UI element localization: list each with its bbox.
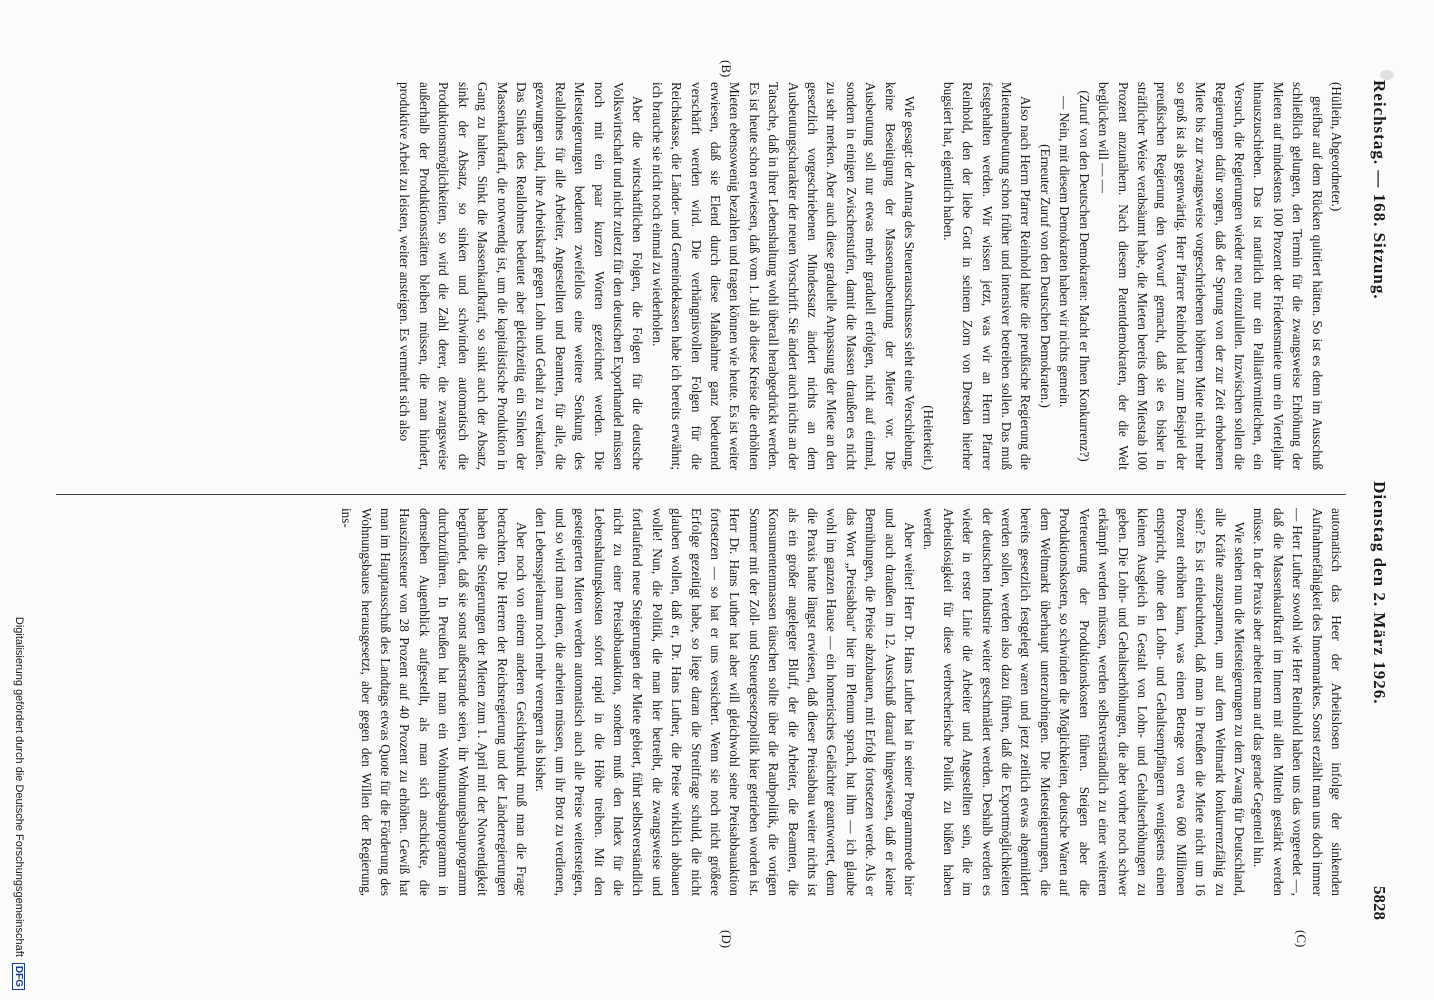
margin-marker-b: (B) <box>719 60 734 78</box>
paragraph: Wie gesagt: der Antrag des Steuerausschusses sieht eine Verschiebung, keine Beseitigung der Massenausbeutung der Mieter vor. Die Ausbeutung soll nur etwas mehr graduell erfolgen, nicht auf einmal, sondern in einigen Zwischenstufen, damit die Massen draußen es nicht zu sehr merken. Aber auch diese graduelle Anpassung der Miete an den gesetzlich vorgeschriebenen Mindestsatz ändert nichts an dem Ausbeutungscharakter der neuen Vorschrift. Sie ändert auch nichts an der Tatsache, daß in ihrer Lebenshaltung wohl überall herabgedrückt werden. Es ist heute schon erwiesen, daß vom 1. Juli ab diese Kreise die erhöhten Mieten ebensowenig bezahlen und tragen können wie heute. Es ist weiter erwiesen, daß sie Elend durch diese Maßnahme ganz bedeutend verschärft werden wird. Die verhängnisvollen Folgen für die Reichskasse, die Länder- und Gemeindekassen habe ich bereits erwähnt; ich brauche sie nicht noch einmal zu wiederholen. <box>649 82 918 470</box>
paragraph: Aber die wirtschaftlichen Folgen, die Folgen für die deutsche Volkswirtschaft und nicht zuletzt für den deutschen Exporthandel müssen noch mit ein paar kurzen Worten gezeichnet werden. Die Mietsteigerungen bedeuten zweifellos eine weitere Senkung des Reallohnes für alle Arbeiter, Angestellten und Beamten, für alle, die gezwungen sind, ihre Arbeitskraft gegen Lohn und Gehalt zu verkaufen. Das Sinken des Reallohnes bedeutet aber gleichzeitig ein Sinken der Massenkaufkraft, die notwendig ist, um die kapitalistische Produktion in Gang zu halten. Sinkt die Massenkaufkraft, so sinkt auch der Absatz, sinkt der Absatz, so sinken und schwinden automatisch die Produktionsmöglichkeiten, so wird die Zahl derer, die zwangsweise außerhalb der Produktionsstätten bleiben müssen, die man hindert, produktive Arbeit zu leisten, weiter ansteigen. Es vermehrt sich also <box>397 82 646 470</box>
credit-text: Digitalisierung gefördert durch die Deutsche Forschungsgemeinschaft <box>13 616 25 957</box>
interjection: (Heiterkeit.) <box>921 405 937 470</box>
page-stain <box>1380 70 1394 80</box>
left-column <box>56 82 1346 470</box>
interjection: (Erneuter Zuruf von den Deutschen Demokraten.) <box>1037 144 1053 408</box>
page-header <box>1364 80 1394 920</box>
digitization-credit <box>4 0 34 1000</box>
paragraph: Also nach Herrn Pfarrer Reinhold hätte die preußische Regierung die Mietenanbeutung schon früher und intensiver betreiben sollen. Das muß festgehalten werden. Wir wissen jetzt, was wir an Herrn Pfarrer Reinhold, den der liebe Gott in seinem Zorn von Dresden hierher bugsiert hat, eigentlich haben. <box>940 82 1034 470</box>
paragraph: Aber weiter! Herr Dr. Hans Luther hat in seiner Programmrede hier und auch draußen im 12. Ausschuß darauf hingewiesen, daß er keine Bemühungen, die Preise abzubauen, mit Erfolg fortsetzen werde. Als er das Wort „Preisabbau“ hier im Plenum sprach, hat ihm — ich glaube wohl im ganzen Hause — ein homerisches Gelächter geantwortet, denn die Praxis hatte längst erwiesen, daß dieser Preisabbau weiter nichts ist als ein großer angelegter Bluff, der die Arbeiter, die Beamten, die Konsumentenmassen täuschen sollte über die Raubpolitik, die vorigen Sommer mit der Zoll- und Steuergesetzpolitik hier getrieben worden ist. Herr Dr. Hans Luther hat aber will gleichwohl seine Preisabbauaktion fortsetzen — so hat er uns versichert. Wenn sie noch nicht größere Erfolge gezeitigt habe, so liege daran die Streitfrage schuld, die nicht glauben wollen, daß er, Dr. Hans Luther, die Preise wirklich abbauen wolle! Nun, die Politik, die man hier betreibt, die zwangsweise und fortlaufend neue Steigerungen der Miete gebiert, führt selbstverständlich nicht zu einer Preisabbauaktion, sondern muß den Index für die Lebenshaltungskosten sofort rapid in die Höhe treiben. Mit den gesteigerten Mieten werden automatisch auch alle Preise weitersteigen, und so wird man denen, die arbeiten müssen, um ihr Brot zu verdienen, den Lebensspielraum noch mehr verengern als bisher. <box>533 508 918 896</box>
paragraph: Aber noch von einem anderen Gesichtspunkt muß man die Frage betrachten. Die Herren der Reichsregierung und der Länderregierungen haben die Steigerungen der Mieten zum 1. April mit der Notwendigkeit begründet, daß sie sonst außerstande seien, ihr Wohnungsbauprogramm durchzuführen. In Preußen hat man ein Wohnungsbauprogramm in demselben Augenblick aufgestellt, als man sich anschickte, die Hauszinssteuer von 28 Prozent auf 40 Prozent zu erhöhen. Gewiß hat man im Hauptausschuß des Landtags etwas Quote für die Förderung des Wohnungsbaues herausgesetzt, aber gegen den Willen der Regierung, ins- <box>339 508 529 896</box>
speaker-line: (Hüllein, Abgeordneter.) <box>1329 82 1344 212</box>
interjection: (Zuruf von den Deutschen Demokraten: Macht er Ihnen Konkurrenz?) <box>1076 90 1092 462</box>
column-divider <box>56 494 1346 495</box>
margin-marker-d: (D) <box>719 930 734 949</box>
paragraph: greifbar auf dem Rücken quittiert hätten. So ist es denn im Ausschuß schließlich gelungen, den Termin für die zwangsweise Erhöhung der Mieten auf mindestens 100 Prozent der Friedensmiete um ein Vierteljahr hinauszuschieben. Das ist natürlich nur ein Palliativmittelchen, ein Versuch, die Regierungen wieder neu einzulullen. Inzwischen sollen die Regierungen dafür sorgen, daß der Sprung von der zur Zeit erhobenen Miete bis zur zwangsweise vorgeschriebenen höheren Miete nicht mehr so groß ist als gegenwärtig. Herr Pfarrer Reinhold hat zum Beispiel der preußischen Regierung den Vorwurf gemacht, daß sie es bisher in sträflicher Weise verabsäumt habe, die Mieten bereits dem Mietstab 100 Prozent anzunähern. Nach diesem Patentdemokraten, der die Welt beglücken will — — <box>1096 82 1325 470</box>
margin-marker-c: (C) <box>1294 930 1309 948</box>
paragraph: — Nein, mit diesem Demokraten haben wir nichts gemein. <box>1057 96 1073 408</box>
header-right: Dienstag den 2. März 1926. <box>1370 481 1389 705</box>
page-number: 5828 <box>1370 886 1389 920</box>
paragraph: Wie stehen nun die Mietsteigerungen zu dem Zwang für Deutschland, alle Kräfte anzuspannen, um auf dem Weltmarkt konkurrenzfähig zu sein? Es ist einleuchtend, daß man in Preußen die Miete nicht um 16 Prozent erhöhen kann, was einen Betrage von etwa 600 Millionen entspricht, ohne den Lohn- und Gehaltsempfängern wenigstens einen kleinen Ausgleich in Gestalt von Lohn- und Gehaltserhöhungen zu geben. Die Lohn- und Gehaltserhöhungen, die aber vorher noch schwer erkämpft werden müssen, werden selbstverständlich zu einer weiteren Verteuerung der Produktionskosten führen. Steigen aber die Produktionskosten, so schwinden die Möglichkeiten, deutsche Waren auf dem Weltmarkt überhaupt unterzubringen. Die Mietsteigerungen, die bereits gesetzlich festgelegt waren und jetzt zeitlich etwas abgemildert werden sollen, werden also dazu führen, daß die Exportmöglichkeiten der deutschen Industrie weiter geschmälert werden. Deshalb werden es wieder in erster Linie die Arbeiter und Angestellten sein, die im Arbeitslosigkeit für diese verbrecherische Politik zu büßen haben werden. <box>921 508 1247 896</box>
paragraph: automatisch das Heer der Arbeitslosen infolge der sinkenden Aufnahmefähigkeit des Innenmarktes. Sonst erzählt man uns doch immer — Herr Luther sowohl wie Herr Reinhold haben uns das vorgeredet —, daß die Massenkaufkraft im Innern mit allen Mitteln gestärkt werden müsse. In der Praxis aber arbeitet man auf das gerade Gegenteil hin. <box>1251 508 1344 896</box>
right-column <box>56 508 1346 896</box>
dfg-logo-icon: DFG <box>13 963 26 990</box>
header-left: Reichstag. — 168. Sitzung. <box>1370 80 1389 300</box>
